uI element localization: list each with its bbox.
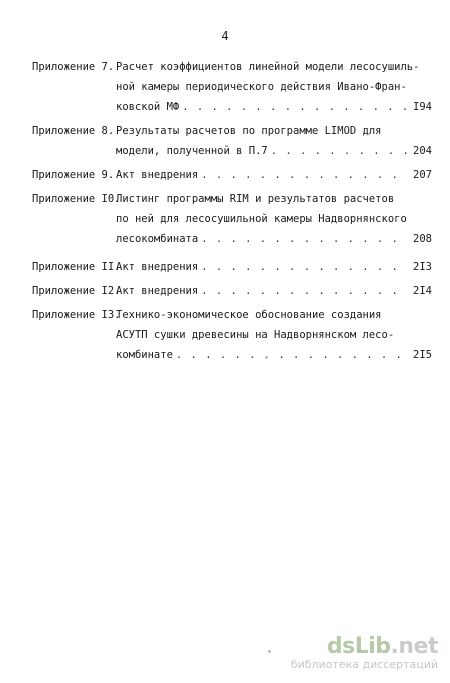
toc-entry-label: Приложение 8.: [32, 125, 115, 137]
toc-entry-line: Расчет коэффициентов линейной модели лесосушиль-: [116, 61, 420, 73]
toc-entry-line: Акт внедрения: [116, 261, 199, 273]
dot-leader: [201, 229, 407, 249]
toc-page-number: 2I3: [413, 261, 432, 273]
toc-entry-appendix-10[interactable]: [32, 189, 432, 249]
toc-page-number: 2I5: [413, 349, 432, 361]
toc-page-number: 2I4: [413, 285, 432, 297]
toc-entry-line: Акт внедрения: [116, 169, 199, 181]
dot-leader: [182, 97, 407, 117]
dot-leader: [201, 165, 407, 185]
toc-entry-line: Акт внедрения: [116, 285, 199, 297]
toc-entry-line: Результаты расчетов по программе LIMOD для: [116, 125, 382, 137]
toc-page-number: I94: [413, 101, 432, 113]
toc-entry-line: ной камеры периодического действия Ивано-Фран-: [116, 81, 407, 93]
toc-entry-appendix-11[interactable]: [32, 257, 432, 277]
toc-entry-line: по ней для лесосушильной камеры Надворнянского: [116, 213, 407, 225]
scan-speck: [265, 356, 268, 359]
toc-page-number: 207: [413, 169, 432, 181]
toc-entry-line: комбинате: [116, 349, 173, 361]
watermark-logo-suffix: .net: [390, 634, 438, 659]
toc-entry-line: АСУТП сушки древесины на Надворнянском лесо-: [116, 329, 395, 341]
toc-entry-appendix-13[interactable]: [32, 305, 432, 365]
watermark-logo: [263, 636, 438, 658]
toc-entry-line: модели, полученной в П.7: [116, 145, 268, 157]
watermark-logo-main: dsLib: [326, 634, 391, 659]
dot-leader: [201, 257, 407, 277]
toc-entry-label: Приложение II.: [32, 261, 121, 273]
toc-entry-label: Приложение 9.: [32, 169, 115, 181]
toc-entry-label: Приложение I0.: [32, 193, 121, 205]
toc-entry-line: ковской МФ: [116, 101, 180, 113]
toc-entry-label: Приложение 7.: [32, 61, 115, 73]
dot-leader: [271, 141, 407, 161]
table-of-contents: [32, 57, 432, 365]
toc-entry-label: Приложение I3.: [32, 309, 121, 321]
toc-entry-line: Листинг программы RIM и результатов расчетов: [116, 193, 395, 205]
toc-entry-line: Технико-экономическое обоснование создания: [116, 309, 382, 321]
toc-entry-appendix-12[interactable]: [32, 281, 432, 301]
watermark-subtitle: библиотека диссертаций: [290, 658, 438, 671]
toc-page-number: 204: [413, 145, 432, 157]
dot-leader: [201, 281, 407, 301]
toc-page-number: 208: [413, 233, 432, 245]
toc-entry-label: Приложение I2.: [32, 285, 121, 297]
page-number: 4: [221, 29, 229, 43]
watermark: [263, 636, 438, 671]
dot-leader: [176, 345, 407, 365]
toc-entry-appendix-8[interactable]: [32, 121, 432, 161]
toc-entry-line: лесокомбината: [116, 233, 199, 245]
toc-entry-appendix-7[interactable]: [32, 57, 432, 117]
toc-entry-appendix-9[interactable]: [32, 165, 432, 185]
